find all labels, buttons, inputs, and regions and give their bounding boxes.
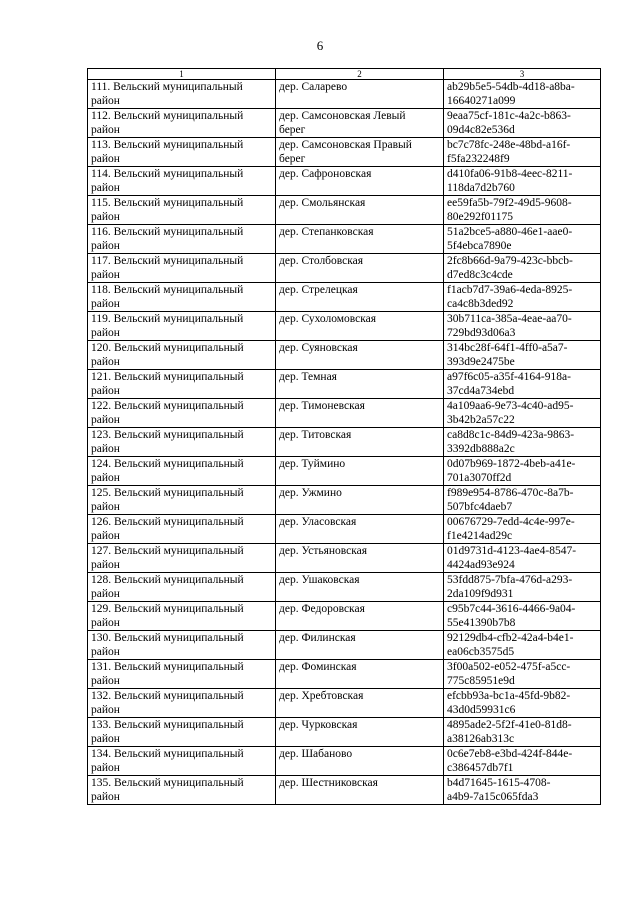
settlement-cell: дер. Туймино — [276, 457, 444, 486]
region-cell: 119. Вельский муниципальный район — [88, 312, 276, 341]
settlement-cell: дер. Темная — [276, 370, 444, 399]
guid-cell: 51a2bce5-a880-46e1-aae0- 5f4ebca7890e — [444, 225, 601, 254]
region-cell: 128. Вельский муниципальный район — [88, 573, 276, 602]
region-cell: 124. Вельский муниципальный район — [88, 457, 276, 486]
guid-cell: 00676729-7edd-4c4e-997e- f1e4214ad29c — [444, 515, 601, 544]
settlement-cell: дер. Саларево — [276, 80, 444, 109]
table-row — [88, 776, 601, 805]
table-row — [88, 283, 601, 312]
table-row — [88, 254, 601, 283]
settlement-cell: дер. Шестниковская — [276, 776, 444, 805]
settlement-cell: дер. Степанковская — [276, 225, 444, 254]
guid-cell: bc7c78fc-248e-48bd-a16f- f5fa232248f9 — [444, 138, 601, 167]
region-cell: 135. Вельский муниципальный район — [88, 776, 276, 805]
region-cell: 130. Вельский муниципальный район — [88, 631, 276, 660]
guid-cell: ca8d8c1c-84d9-423a-9863- 3392db888a2c — [444, 428, 601, 457]
table-row — [88, 486, 601, 515]
guid-cell: 2fc8b66d-9a79-423c-bbcb- d7ed8c3c4cde — [444, 254, 601, 283]
column-header-2: 2 — [276, 69, 444, 80]
table-row — [88, 660, 601, 689]
settlement-cell: дер. Титовская — [276, 428, 444, 457]
table-row — [88, 225, 601, 254]
table-row — [88, 341, 601, 370]
table-row — [88, 370, 601, 399]
table-row — [88, 602, 601, 631]
table-header-row — [88, 69, 601, 80]
column-header-1: 1 — [88, 69, 276, 80]
guid-cell: c95b7c44-3616-4466-9a04- 55e41390b7b8 — [444, 602, 601, 631]
region-cell: 126. Вельский муниципальный район — [88, 515, 276, 544]
region-cell: 129. Вельский муниципальный район — [88, 602, 276, 631]
region-cell: 113. Вельский муниципальный район — [88, 138, 276, 167]
region-cell: 121. Вельский муниципальный район — [88, 370, 276, 399]
table-row — [88, 138, 601, 167]
settlement-cell: дер. Смольянская — [276, 196, 444, 225]
column-header-3: 3 — [444, 69, 601, 80]
settlement-cell: дер. Стрелецкая — [276, 283, 444, 312]
guid-cell: 53fdd875-7bfa-476d-a293- 2da109f9d931 — [444, 573, 601, 602]
table-body — [88, 80, 601, 805]
guid-cell: ee59fa5b-79f2-49d5-9608- 80e292f01175 — [444, 196, 601, 225]
region-cell: 132. Вельский муниципальный район — [88, 689, 276, 718]
settlement-cell: дер. Филинская — [276, 631, 444, 660]
table-row — [88, 80, 601, 109]
table-row — [88, 631, 601, 660]
guid-cell: 0c6e7eb8-e3bd-424f-844e- c386457db7f1 — [444, 747, 601, 776]
settlement-cell: дер. Ужмино — [276, 486, 444, 515]
table-row — [88, 312, 601, 341]
settlements-table — [87, 68, 601, 805]
region-cell: 118. Вельский муниципальный район — [88, 283, 276, 312]
guid-cell: 30b711ca-385a-4eae-aa70- 729bd93d06a3 — [444, 312, 601, 341]
table-row — [88, 109, 601, 138]
guid-cell: d410fa06-91b8-4eec-8211- 118da7d2b760 — [444, 167, 601, 196]
guid-cell: b4d71645-1615-4708- a4b9-7a15c065fda3 — [444, 776, 601, 805]
region-cell: 134. Вельский муниципальный район — [88, 747, 276, 776]
table-row — [88, 689, 601, 718]
settlement-cell: дер. Чурковская — [276, 718, 444, 747]
settlement-cell: дер. Хребтовская — [276, 689, 444, 718]
guid-cell: f1acb7d7-39a6-4eda-8925- ca4c8b3ded92 — [444, 283, 601, 312]
settlement-cell: дер. Самсоновская Правый берег — [276, 138, 444, 167]
table-row — [88, 196, 601, 225]
settlement-cell: дер. Уласовская — [276, 515, 444, 544]
table-row — [88, 515, 601, 544]
guid-cell: ab29b5e5-54db-4d18-a8ba- 16640271a099 — [444, 80, 601, 109]
settlement-cell: дер. Шабаново — [276, 747, 444, 776]
guid-cell: a97f6c05-a35f-4164-918a- 37cd4a734ebd — [444, 370, 601, 399]
settlement-cell: дер. Сухоломовская — [276, 312, 444, 341]
region-cell: 116. Вельский муниципальный район — [88, 225, 276, 254]
guid-cell: 92129db4-cfb2-42a4-b4e1- ea06cb3575d5 — [444, 631, 601, 660]
table-row — [88, 167, 601, 196]
table-row — [88, 399, 601, 428]
region-cell: 115. Вельский муниципальный район — [88, 196, 276, 225]
region-cell: 131. Вельский муниципальный район — [88, 660, 276, 689]
table-row — [88, 747, 601, 776]
region-cell: 120. Вельский муниципальный район — [88, 341, 276, 370]
settlement-cell: дер. Суяновская — [276, 341, 444, 370]
guid-cell: 9eaa75cf-181c-4a2c-b863- 09d4c82e536d — [444, 109, 601, 138]
region-cell: 125. Вельский муниципальный район — [88, 486, 276, 515]
settlement-cell: дер. Устьяновская — [276, 544, 444, 573]
settlement-cell: дер. Фоминская — [276, 660, 444, 689]
region-cell: 133. Вельский муниципальный район — [88, 718, 276, 747]
settlement-cell: дер. Тимоневская — [276, 399, 444, 428]
guid-cell: f989e954-8786-470c-8a7b- 507bfc4daeb7 — [444, 486, 601, 515]
table-row — [88, 544, 601, 573]
table-row — [88, 718, 601, 747]
region-cell: 112. Вельский муниципальный район — [88, 109, 276, 138]
region-cell: 123. Вельский муниципальный район — [88, 428, 276, 457]
guid-cell: 01d9731d-4123-4ae4-8547- 4424ad93e924 — [444, 544, 601, 573]
settlement-cell: дер. Ушаковская — [276, 573, 444, 602]
guid-cell: 4895ade2-5f2f-41e0-81d8- a38126ab313c — [444, 718, 601, 747]
table-row — [88, 573, 601, 602]
region-cell: 127. Вельский муниципальный район — [88, 544, 276, 573]
table-row — [88, 428, 601, 457]
settlement-cell: дер. Самсоновская Левый берег — [276, 109, 444, 138]
guid-cell: 3f00a502-e052-475f-a5cc- 775c85951e9d — [444, 660, 601, 689]
region-cell: 111. Вельский муниципальный район — [88, 80, 276, 109]
guid-cell: 0d07b969-1872-4beb-a41e- 701a3070ff2d — [444, 457, 601, 486]
guid-cell: 4a109aa6-9e73-4c40-ad95- 3b42b2a57c22 — [444, 399, 601, 428]
table-row — [88, 457, 601, 486]
guid-cell: efcbb93a-bc1a-45fd-9b82- 43d0d59931c6 — [444, 689, 601, 718]
settlement-cell: дер. Столбовская — [276, 254, 444, 283]
region-cell: 114. Вельский муниципальный район — [88, 167, 276, 196]
region-cell: 122. Вельский муниципальный район — [88, 399, 276, 428]
region-cell: 117. Вельский муниципальный район — [88, 254, 276, 283]
guid-cell: 314bc28f-64f1-4ff0-a5a7- 393d9e2475be — [444, 341, 601, 370]
page-number: 6 — [316, 38, 324, 53]
settlement-cell: дер. Сафроновская — [276, 167, 444, 196]
settlement-cell: дер. Федоровская — [276, 602, 444, 631]
